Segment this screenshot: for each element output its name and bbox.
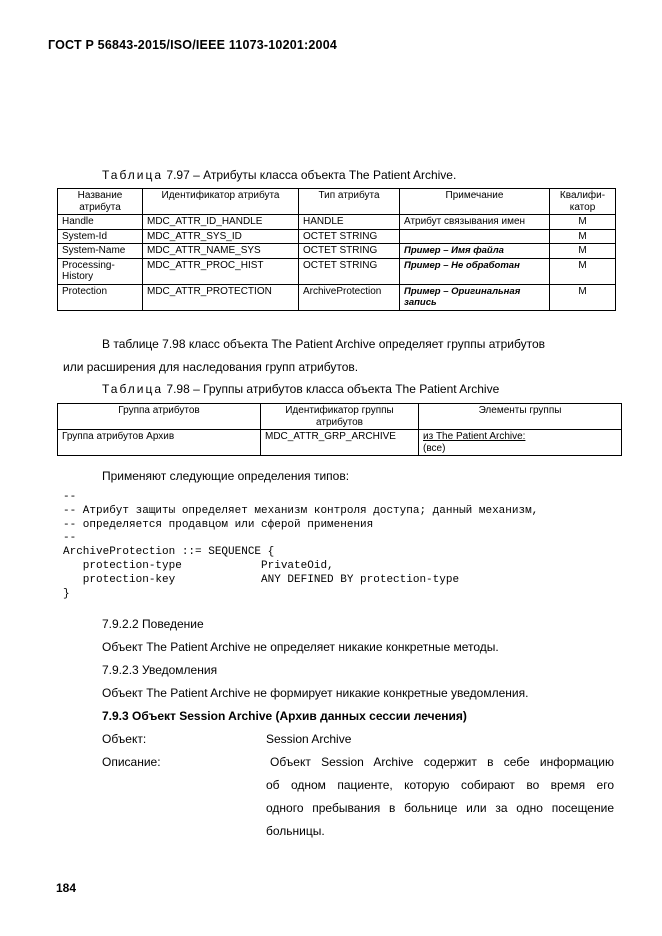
table-cell-type: OCTET STRING: [299, 258, 400, 284]
elements-reference: из The Patient Archive:: [423, 431, 526, 442]
table-97-caption-text: 7.97 – Атрибуты класса объекта The Patient Archive.: [166, 168, 457, 182]
page-number: 184: [56, 881, 77, 895]
table-cell-qualifier: M: [550, 258, 616, 284]
table-cell-qualifier: M: [550, 229, 616, 244]
table-cell-group: Группа атрибутов Архив: [58, 430, 261, 456]
table-row: [58, 229, 616, 244]
description-label: Описание:: [102, 755, 161, 769]
table-97-caption-word: Таблица: [102, 168, 164, 182]
table-cell-type: OCTET STRING: [299, 229, 400, 244]
table-row: [58, 430, 622, 456]
table-cell-id: MDC_ATTR_PROTECTION: [143, 284, 299, 310]
table-97-header-row: [58, 189, 616, 215]
table-cell-qualifier: M: [550, 244, 616, 259]
table-cell-type: ArchiveProtection: [299, 284, 400, 310]
section-7922-title: 7.9.2.2 Поведение: [102, 617, 204, 631]
table-98-caption: [102, 382, 499, 396]
table-98: [57, 403, 622, 456]
section-793-title: 7.9.3 Объект Session Archive (Архив данных сессии лечения): [102, 709, 467, 723]
table-97-header-note: Примечание: [400, 189, 550, 215]
code-block: -- -- Атрибут защиты определяет механизм контроля доступа; данный механизм, -- определяется продавцом или сферой применения -- ArchiveProtection ::= SEQUENCE { protection-type PrivateOid, protection-key ANY DEFINED BY protection-type }: [63, 491, 539, 600]
object-value: Session Archive: [266, 732, 352, 746]
table-cell-id: MDC_ATTR_NAME_SYS: [143, 244, 299, 259]
table-cell-name: Processing-History: [58, 258, 143, 284]
table-cell-name: Handle: [58, 215, 143, 230]
table-row: [58, 215, 616, 230]
table-cell-qualifier: M: [550, 215, 616, 230]
table-cell-type: OCTET STRING: [299, 244, 400, 259]
description-line: об одном пациенте, которую собирают во время его: [266, 778, 614, 792]
table-97: [57, 188, 616, 311]
description-line: Объект Session Archive содержит в себе информацию: [270, 755, 614, 769]
table-cell-qualifier: M: [550, 284, 616, 310]
table-cell-note: Пример – Не обработан: [400, 258, 550, 284]
elements-all: (все): [423, 442, 446, 454]
table-98-caption-word: Таблица: [102, 382, 164, 396]
table-cell-name: System-Id: [58, 229, 143, 244]
table-row: [58, 284, 616, 310]
table-cell-id: MDC_ATTR_SYS_ID: [143, 229, 299, 244]
table-97-header-type: Тип атрибута: [299, 189, 400, 215]
table-cell-note: Пример – Оригинальная запись: [400, 284, 550, 310]
table-97-caption: [102, 168, 456, 182]
table-cell-note: [400, 229, 550, 244]
table-cell-id: MDC_ATTR_PROC_HIST: [143, 258, 299, 284]
table-cell-note: Атрибут связывания имен: [400, 215, 550, 230]
table-cell-id: MDC_ATTR_GRP_ARCHIVE: [261, 430, 419, 456]
section-7923-text: Объект The Patient Archive не формирует никакие конкретные уведомления.: [102, 686, 529, 700]
object-label: Объект:: [102, 732, 147, 746]
table-98-header-elements: Элементы группы: [419, 404, 622, 430]
paragraph-line: или расширения для наследования групп атрибутов.: [63, 360, 359, 374]
table-98-header-group: Группа атрибутов: [58, 404, 261, 430]
table-cell-elements: [419, 430, 622, 456]
table-97-header-qualifier: Квалифи-катор: [550, 189, 616, 215]
table-97-header-name: Название атрибута: [58, 189, 143, 215]
table-98-header-row: [58, 404, 622, 430]
table-97-header-id: Идентификатор атрибута: [143, 189, 299, 215]
table-cell-type: HANDLE: [299, 215, 400, 230]
table-98-caption-text: 7.98 – Группы атрибутов класса объекта The Patient Archive: [166, 382, 500, 396]
types-intro: Применяют следующие определения типов:: [102, 469, 350, 483]
section-7922-text: Объект The Patient Archive не определяет никакие конкретные методы.: [102, 640, 499, 654]
description-line: больницы.: [266, 824, 325, 838]
table-cell-name: Protection: [58, 284, 143, 310]
table-98-header-id: Идентификатор группы атрибутов: [261, 404, 419, 430]
table-row: [58, 244, 616, 259]
table-cell-id: MDC_ATTR_ID_HANDLE: [143, 215, 299, 230]
table-cell-note: Пример – Имя файла: [400, 244, 550, 259]
section-7923-title: 7.9.2.3 Уведомления: [102, 663, 218, 677]
table-row: [58, 258, 616, 284]
document-header: ГОСТ Р 56843-2015/ISO/IEEE 11073-10201:2004: [48, 38, 338, 52]
paragraph-line: В таблице 7.98 класс объекта The Patient Archive определяет группы атрибутов: [102, 337, 546, 351]
description-line: одного пребывания в больнице или за одно посещение: [266, 801, 614, 815]
table-cell-name: System-Name: [58, 244, 143, 259]
